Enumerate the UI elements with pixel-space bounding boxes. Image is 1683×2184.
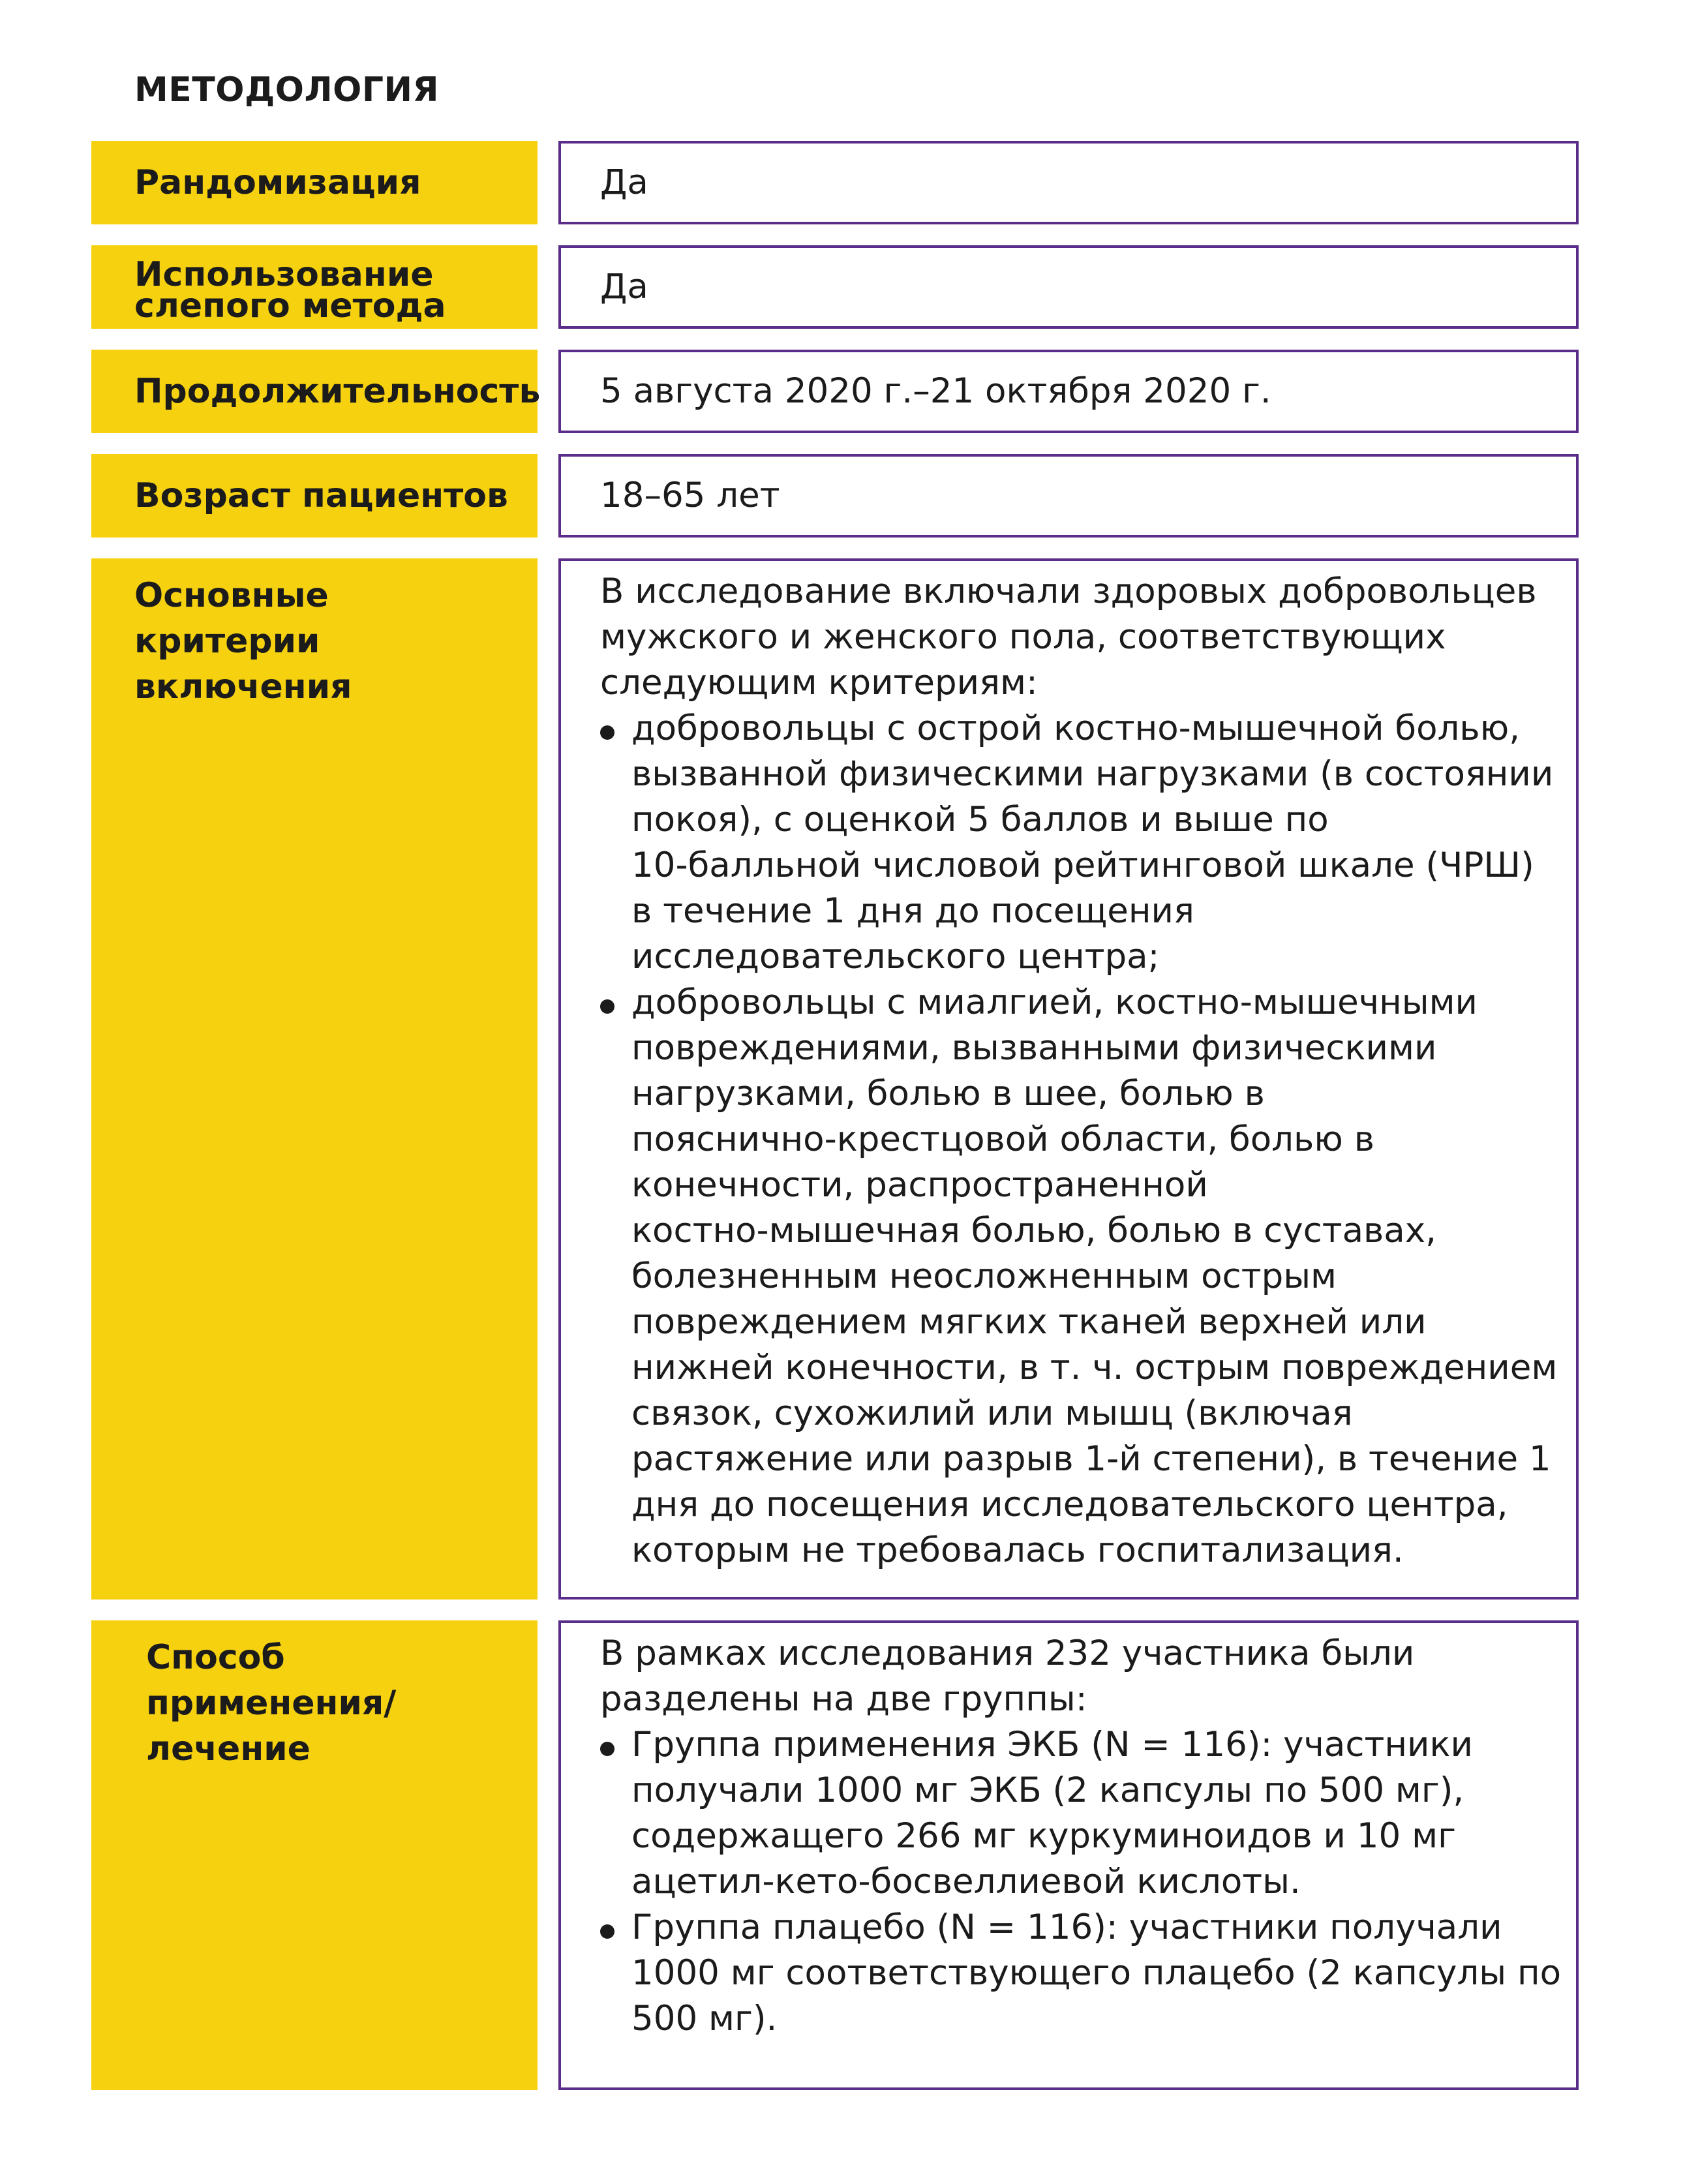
label-line: Использование	[134, 255, 434, 294]
bullet-icon	[600, 1924, 614, 1939]
text-line: 10-балльной числовой рейтинговой шкале (ЧРШ)	[631, 845, 1534, 885]
list-item	[600, 1905, 1562, 2042]
label-line: Способ	[146, 1638, 285, 1677]
text-line: В исследование включали здоровых добровольцев	[600, 571, 1537, 611]
label-line: лечение	[146, 1729, 311, 1768]
label-treatment	[91, 1620, 538, 2090]
text-line: в течение 1 дня до посещения	[631, 891, 1194, 931]
text-line: В рамках исследования 232 участника были	[600, 1633, 1415, 1673]
text-line: нижней конечности, в т. ч. острым повреждением	[631, 1348, 1558, 1388]
page-title: МЕТОДОЛОГИЯ	[134, 70, 440, 110]
value-patient-age: 18–65 лет	[558, 454, 1579, 538]
text-line: нагрузками, болью в шее, болью в	[631, 1074, 1265, 1114]
text-line: повреждениями, вызванными физическими	[631, 1028, 1437, 1068]
text-line: которым не требовалась госпитализация.	[631, 1530, 1404, 1570]
label-randomization: Рандомизация	[91, 141, 538, 224]
label-blinding	[91, 245, 538, 329]
list-item	[600, 1722, 1550, 1905]
text-line: ацетил-кето-босвеллиевой кислоты.	[631, 1862, 1301, 1902]
text-line: получали 1000 мг ЭКБ (2 капсулы по 500 мг),	[631, 1770, 1464, 1810]
text-line: связок, сухожилий или мышц (включая	[631, 1393, 1353, 1433]
value-inclusion-criteria	[558, 558, 1579, 1600]
value-duration: 5 августа 2020 г.–21 октября 2020 г.	[558, 350, 1579, 433]
text-line: конечности, распространенной	[631, 1165, 1208, 1205]
text-line: содержащего 266 мг куркуминоидов и 10 мг	[631, 1816, 1456, 1856]
text-line: болезненным неосложненным острым	[631, 1256, 1337, 1296]
label-patient-age: Возраст пациентов	[91, 454, 538, 538]
value-blinding: Да	[558, 245, 1579, 329]
text-line: костно-мышечная болью, болью в суставах,	[631, 1211, 1436, 1251]
label-line: Основные	[134, 576, 329, 615]
text-line: дня до посещения исследовательского центра,	[631, 1485, 1508, 1524]
value-treatment	[558, 1620, 1579, 2090]
bullet-icon	[600, 1742, 614, 1756]
text-line: растяжение или разрыв 1-й степени), в течение 1	[631, 1439, 1551, 1479]
text-line: покоя), с оценкой 5 баллов и выше по	[631, 800, 1329, 840]
label-duration: Продолжительность	[91, 350, 538, 433]
text-line: мужского и женского пола, соответствующих	[600, 617, 1446, 657]
text-line: следующим критериям:	[600, 663, 1038, 703]
label-inclusion-criteria	[91, 558, 538, 1600]
text-line: Группа применения ЭКБ (N = 116): участники	[631, 1725, 1473, 1765]
text-line: 1000 мг соответствующего плацебо (2 капсулы по	[631, 1953, 1562, 1993]
text-line: пояснично-крестцовой области, болью в	[631, 1119, 1374, 1159]
text-line: повреждением мягких тканей верхней или	[631, 1302, 1427, 1342]
text-line: 500 мг).	[631, 1999, 778, 2039]
text-line: добровольцы с миалгией, костно-мышечными	[631, 982, 1478, 1022]
label-line: включения	[134, 667, 352, 706]
bullet-icon	[600, 725, 614, 740]
list-item	[600, 980, 1558, 1573]
list-item	[600, 706, 1554, 980]
bullet-icon	[600, 999, 614, 1014]
text-line: разделены на две группы:	[600, 1679, 1087, 1719]
label-line: слепого метода	[134, 286, 446, 326]
text-line: Группа плацебо (N = 116): участники получали	[631, 1907, 1502, 1947]
value-randomization: Да	[558, 141, 1579, 224]
text-line: добровольцы с острой костно-мышечной болью,	[631, 708, 1521, 748]
label-line: применения/	[146, 1684, 397, 1723]
text-line: вызванной физическими нагрузками (в состоянии	[631, 754, 1554, 794]
label-line: критерии	[134, 622, 320, 661]
text-line: исследовательского центра;	[631, 937, 1160, 977]
